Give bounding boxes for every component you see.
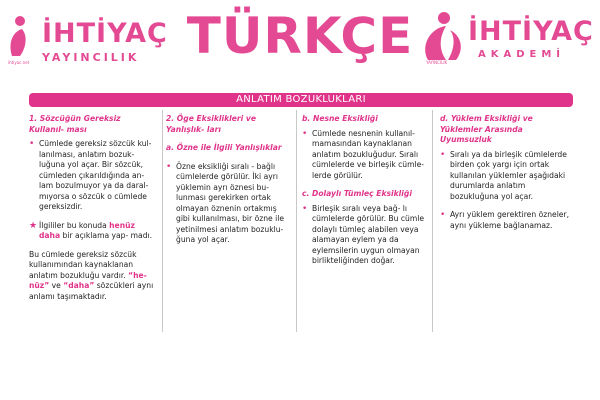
section-heading: d. Yüklem Eksikliği ve Yüklemler Arasında Uyumsuzluk	[440, 114, 533, 144]
bullet-item: • Ayrı yüklem gerektiren özneler, aynı yükleme bağlanamaz.	[440, 210, 570, 230]
ihtiyac-akademi-logo: İHTİYAÇ AKADEMİ YAYINCILIK	[420, 6, 595, 66]
subsection-heading: b. Nesne Eksikliği	[302, 114, 378, 123]
bullet-item: • Birleşik sıralı veya bağ- lı cümlelerde görülür. Bu cümle dolaylı tümleç alabilen veya alamayan eylem ya da eylemsilerin uygun olmayan birlikteliğinden doğar.	[302, 203, 425, 265]
bullet-dot-icon: •	[302, 128, 308, 139]
bullet-dot-icon: •	[440, 210, 446, 220]
column-3	[302, 114, 426, 267]
ihtiyac-yayincilik-logo: İHTİYAÇ YAYINCILIK ihtiyac.net	[6, 8, 176, 68]
person-figure-icon	[420, 10, 470, 62]
column-divider	[296, 110, 297, 332]
column-4	[440, 114, 574, 231]
section-banner: ANLATIM BOZUKLUKLARI	[29, 93, 573, 107]
section-heading: 2. Öge Eksiklikleri ve Yanlışlık- ları	[166, 114, 257, 134]
page-header	[0, 0, 600, 78]
bullet-item: • Cümlede gereksiz sözcük kul- lanılması, anlatım bozuk- luğuna yol açar. Bir sözcük, cümleden çıkarıldığında an- lam bozulmuyor ya da daral- mıyorsa o sözcük o cümlede gereksizdir.	[29, 139, 152, 211]
explanation-text: Bu cümlede gereksiz sözcük kullanımından kaynaklanan anlatım bozukluğu vardır. “he- nüz” ve “daha” sözcükleri aynı anlamı taşımaktadır.	[29, 249, 154, 301]
subject-title: TÜRKÇE	[186, 7, 414, 65]
column-divider	[432, 110, 433, 332]
section-heading: 1. Sözcüğün Gereksiz Kullanıl- ması	[29, 114, 121, 134]
bullet-item: • Özne eksikliği sıralı - bağlı cümlelerde görülür. İki ayrı yüklemin ayrı öznesi bu- lunması gerekirken ortak olmayan öznenin ortakmış gibi kullanılması, bir özne ile yetinilmesi anlatım bozuklu- ğuna yol açar.	[166, 161, 284, 244]
bullet-item: ★ İlgililer bu konuda henüz daha bir açıklama yap- madı.	[29, 220, 153, 240]
bullet-item: • Sıralı ya da birleşik cümlelerde birden çok yargı için ortak kullanılan yüklemler aşağıdaki durumlarda anlatım bozukluğuna yol açar.	[440, 149, 567, 201]
bullet-dot-icon: •	[166, 161, 172, 172]
bullet-dot-icon: •	[440, 149, 446, 160]
bullet-item: • Cümlede nesnenin kullanıl- mamasından kaynaklanan anlatım bozukluğudur. Sıralı cümlelerde ve birleşik cümle- lerde görülür.	[302, 128, 425, 180]
bullet-dot-icon: •	[29, 139, 35, 149]
column-1	[29, 114, 155, 302]
bullet-star-icon: ★	[29, 220, 38, 231]
bullet-dot-icon: •	[302, 203, 308, 214]
column-2	[166, 114, 290, 246]
subsection-heading: a. Özne ile İlgili Yanlışlıklar	[166, 143, 282, 152]
subsection-heading: c. Dolaylı Tümleç Eksikliği	[302, 189, 412, 198]
column-divider	[162, 110, 163, 332]
